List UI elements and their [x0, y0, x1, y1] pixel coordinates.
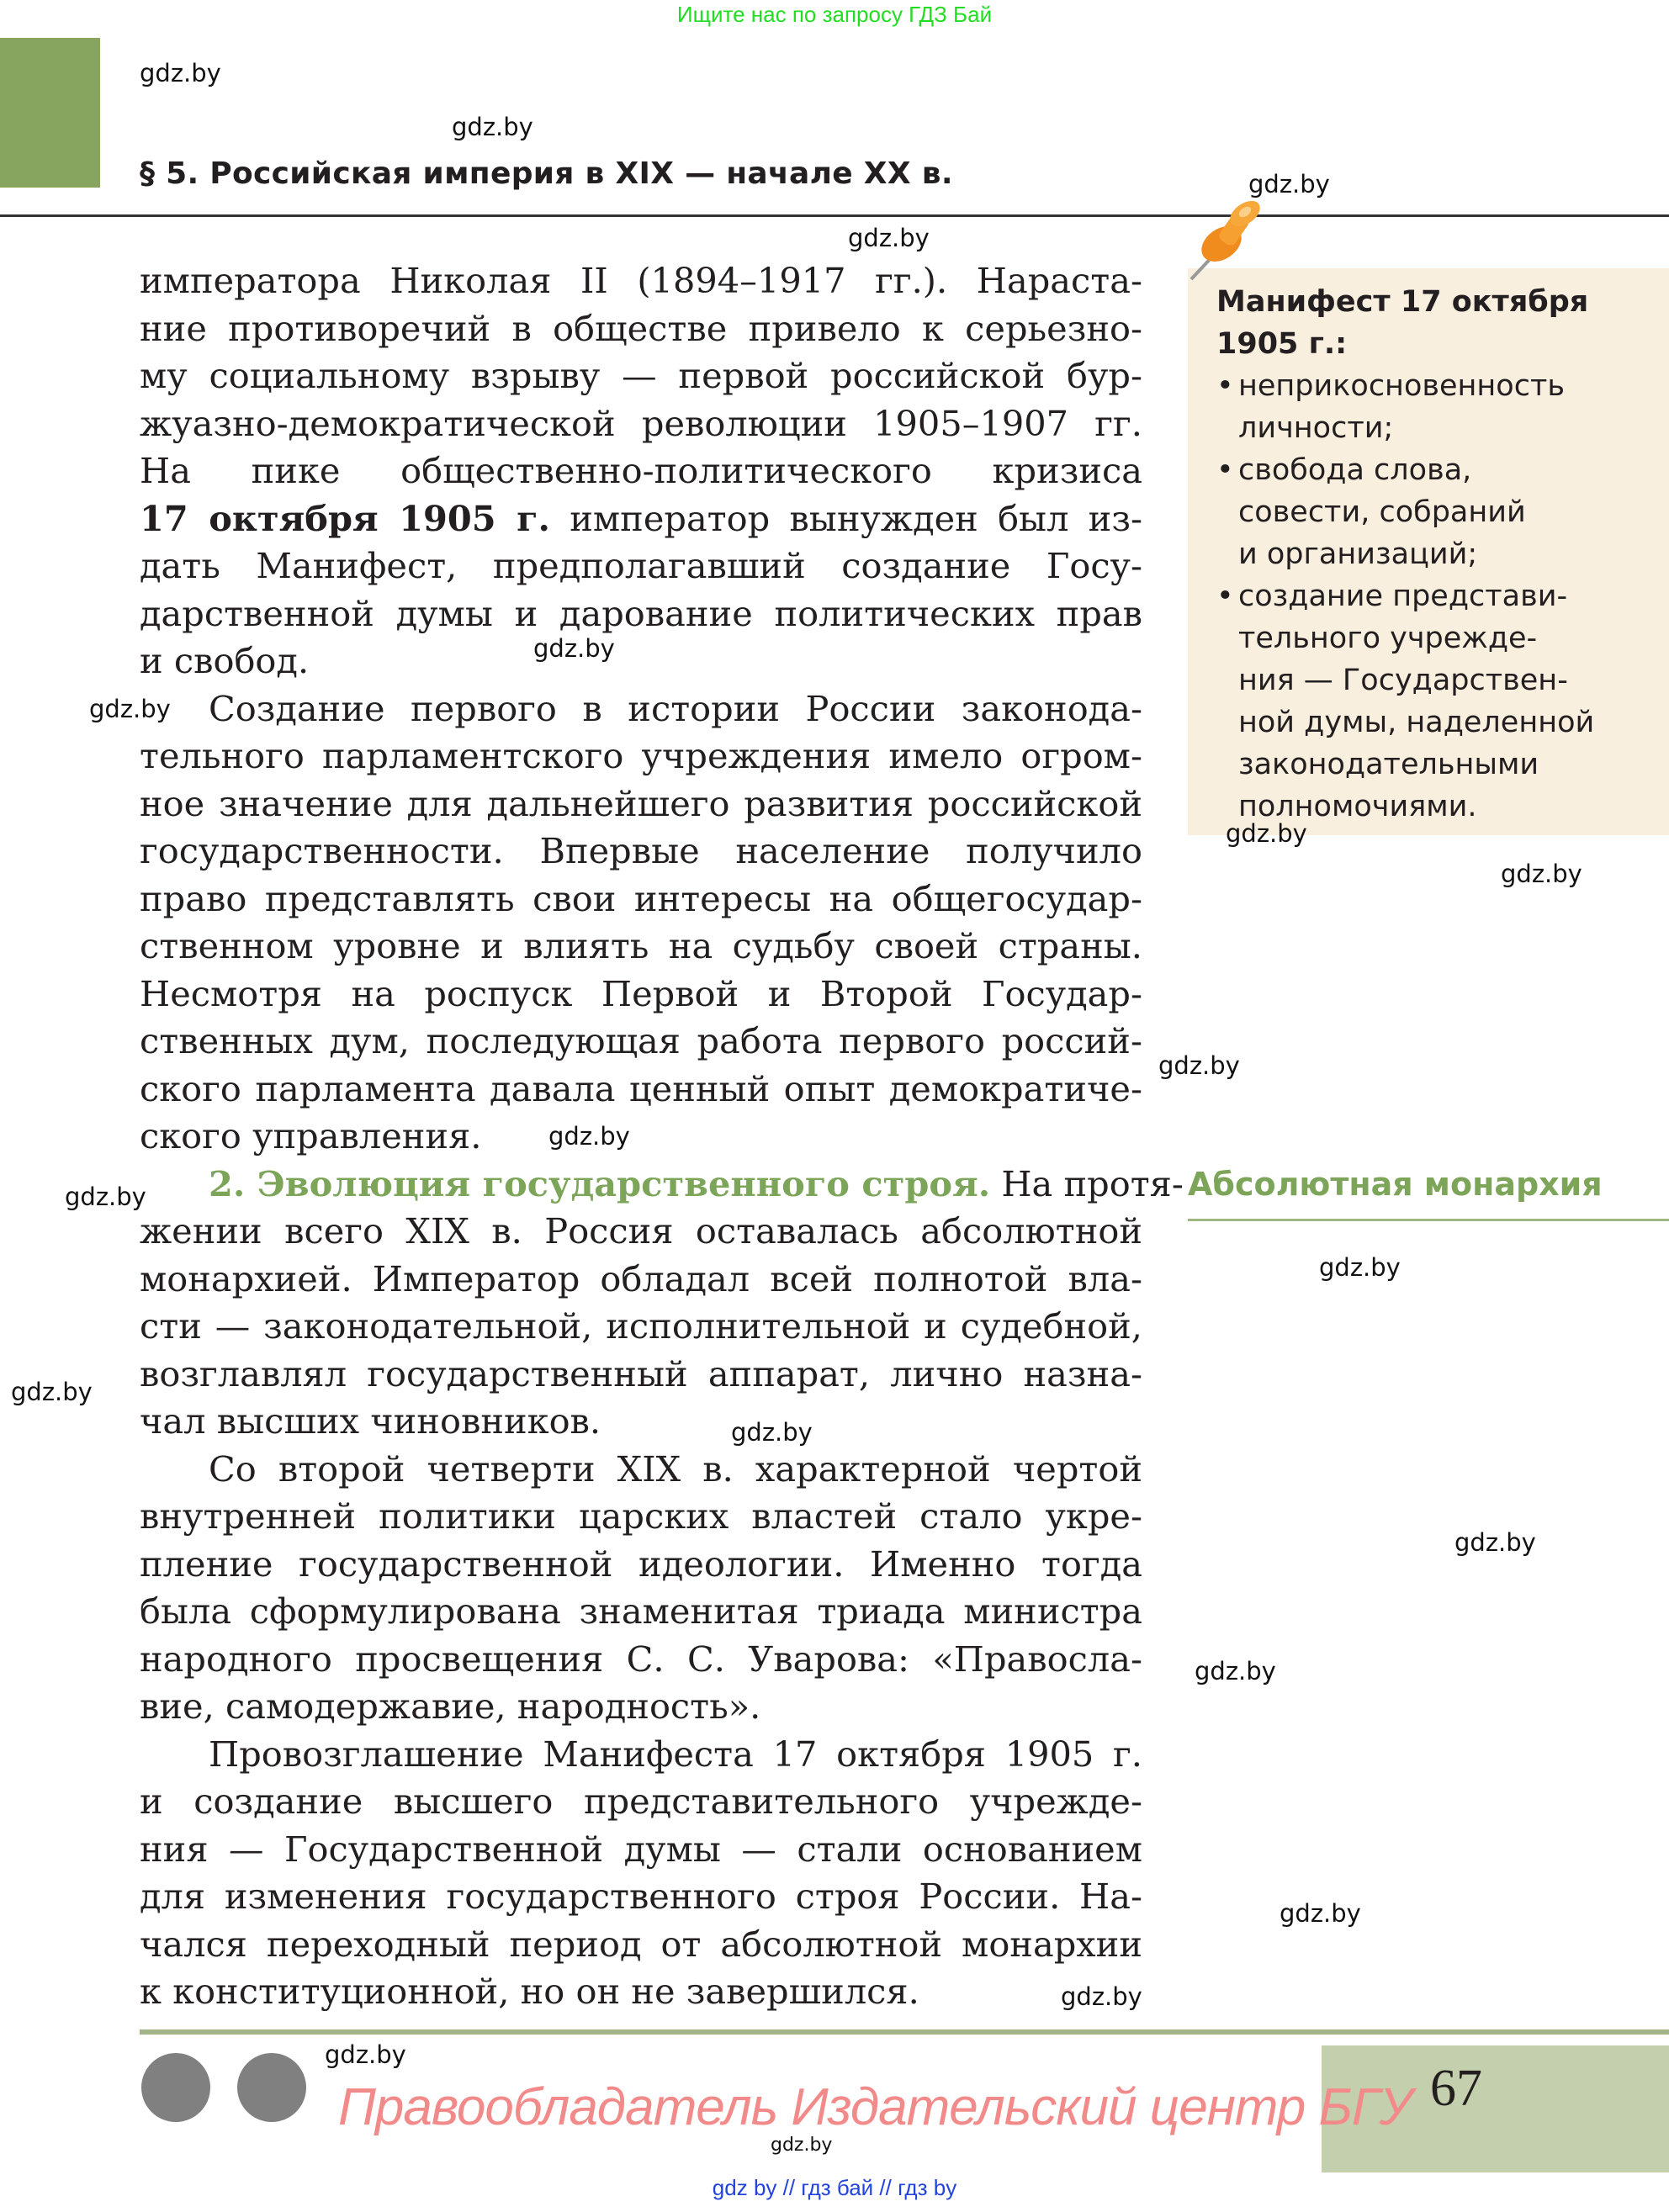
text-line	[140, 876, 1142, 923]
footer-dot	[141, 2053, 210, 2122]
text-line	[140, 1731, 1142, 1779]
text-line	[140, 1161, 1184, 1209]
chapter-tab	[0, 38, 100, 188]
text-line	[140, 1683, 1142, 1731]
text-line	[140, 447, 1142, 495]
text-line	[140, 828, 1142, 876]
bullet-line: • неприкосновенность	[1238, 369, 1565, 403]
watermark: gdz.by	[548, 1122, 630, 1151]
text-line	[140, 1921, 1142, 1969]
text-span: право представлять свои интересы на общегосудар-	[140, 877, 1142, 919]
text-span: На пике общественно-политического кризиса	[140, 450, 1142, 491]
text-line	[140, 971, 1142, 1019]
sidebar-bullet	[1216, 449, 1662, 575]
watermark: gdz.by	[452, 113, 533, 141]
bold-date: 17 октября 1905 г.	[140, 497, 550, 539]
watermark: gdz.by	[1061, 1982, 1142, 2011]
text-span: ского управления.	[140, 1115, 482, 1156]
text-line	[140, 1493, 1142, 1541]
sidebar-title-line: Манифест 17 октября	[1216, 285, 1589, 319]
text-span: чался переходный период от абсолютной монархии	[140, 1923, 1142, 1965]
footer-rule	[140, 2029, 1669, 2035]
watermark: gdz.by	[1454, 1528, 1536, 1557]
text-span: му социальному взрыву — первой российской бур-	[140, 355, 1142, 396]
text-line	[140, 1968, 1142, 2016]
text-span: народного просвещения С. С. Уварова: «Правосла-	[140, 1638, 1142, 1680]
bullet-line: и организаций;	[1238, 537, 1478, 571]
text-span: Несмотря на роспуск Первой и Второй Государ-	[140, 972, 1142, 1014]
promo-banner[interactable]: Ищите нас по запросу ГДЗ Бай	[676, 2, 993, 27]
text-line	[140, 733, 1142, 781]
text-line	[140, 1066, 1142, 1114]
watermark: gdz.by	[89, 695, 171, 723]
text-line	[140, 1256, 1142, 1304]
sidebar-title-line: 1905 г.:	[1216, 327, 1348, 361]
watermark: gdz.by	[11, 1378, 93, 1406]
main-text	[140, 257, 1184, 2016]
text-span: ное значение для дальнейшего развития российской	[140, 782, 1142, 824]
pushpin-icon	[1184, 193, 1269, 286]
bullet-line: полномочиями.	[1238, 790, 1477, 823]
text-line	[140, 638, 1142, 685]
subsection-heading: 2. Эволюция государственного строя.	[209, 1162, 991, 1204]
text-span: сти — законодательной, исполнительной и судебной,	[140, 1305, 1142, 1347]
watermark: gdz.by	[1319, 1253, 1401, 1282]
text-span: пление государственной идеологии. Именно тогда	[140, 1543, 1142, 1585]
sidebar-bullet	[1216, 365, 1662, 449]
text-line	[140, 1636, 1142, 1684]
page-number: 67	[1430, 2060, 1482, 2117]
text-line	[140, 1588, 1142, 1636]
bullet-line: ния — Государствен-	[1238, 664, 1568, 697]
watermark: gdz.by	[1158, 1051, 1240, 1080]
text-line	[140, 257, 1142, 305]
text-line	[140, 1398, 1142, 1446]
text-line	[140, 495, 1142, 543]
text-span: Создание первого в истории России законода-	[209, 687, 1142, 729]
copyright-watermark: Правообладатель Издательский центр БГУ	[338, 2078, 1412, 2136]
text-span: ние противоречий в обществе привело к серьезно-	[140, 307, 1142, 349]
text-span: была сформулирована знаменитая триада министра	[140, 1590, 1142, 1632]
text-span: ственных дум, последующая работа первого россий-	[140, 1020, 1142, 1061]
bullet-line: тельного учрежде-	[1238, 622, 1538, 655]
text-span: ственном уровне и влиять на судьбу своей страны.	[140, 925, 1142, 966]
bullet-line: ной думы, наделенной	[1238, 706, 1595, 739]
watermark: gdz.by	[771, 2135, 833, 2156]
text-span: государственности. Впервые население получило	[140, 830, 1142, 871]
watermark: gdz.by	[1226, 819, 1307, 848]
bullet-line: совести, собраний	[1238, 495, 1526, 529]
text-line	[140, 1208, 1142, 1256]
text-span: чал высших чиновников.	[140, 1400, 601, 1442]
margin-heading: Абсолютная монархия	[1188, 1166, 1603, 1203]
watermark: gdz.by	[1248, 170, 1330, 198]
header-rule	[0, 214, 1669, 217]
text-line	[140, 1778, 1142, 1826]
margin-heading-rule	[1188, 1219, 1669, 1221]
text-span: императора Николая II (1894–1917 гг.). Нараста-	[140, 260, 1142, 301]
text-line	[140, 400, 1142, 448]
text-line	[140, 1303, 1142, 1351]
bullet-line: законодательными	[1238, 748, 1539, 781]
text-span: ского парламента давала ценный опыт демократиче-	[140, 1067, 1142, 1109]
text-span: вие, самодержавие, народность».	[140, 1685, 761, 1727]
bottom-links[interactable]: gdz by // гдз бай // гдз by	[712, 2175, 957, 2200]
watermark: gdz.by	[1280, 1899, 1361, 1928]
text-line	[140, 923, 1142, 971]
text-span: ния — Государственной думы — стали основанием	[140, 1828, 1142, 1870]
text-span: к конституционной, но он не завершился.	[140, 1971, 919, 2012]
text-span: возглавлял государственный аппарат, лично назна-	[140, 1352, 1142, 1394]
text-span: жении всего XIX в. Россия оставалась абсолютной	[140, 1210, 1142, 1252]
bullet-line: личности;	[1238, 411, 1394, 445]
text-line	[140, 1446, 1142, 1494]
text-span: монархией. Император обладал всей полнотой вла-	[140, 1257, 1142, 1299]
text-line	[140, 542, 1142, 590]
text-span: тельного парламентского учреждения имело огром-	[140, 735, 1142, 776]
chapter-title: § 5. Российская империя в XIX — начале XX в.	[140, 156, 953, 191]
text-line	[140, 781, 1142, 828]
watermark: gdz.by	[325, 2040, 406, 2069]
watermark: gdz.by	[140, 59, 221, 87]
text-span: и свобод.	[140, 640, 310, 681]
text-line	[140, 352, 1142, 400]
sidebar-bullet	[1216, 575, 1662, 828]
text-line	[140, 1826, 1142, 1874]
text-line	[140, 685, 1142, 733]
text-line	[140, 590, 1142, 638]
bullet-line: • создание представи-	[1238, 579, 1568, 613]
text-line	[140, 1541, 1142, 1589]
text-span: и создание высшего представительного учрежде-	[140, 1781, 1142, 1822]
text-span: император вынужден был из-	[549, 497, 1143, 539]
text-span: На протя-	[990, 1162, 1184, 1204]
text-span: дарственной думы и дарование политических прав	[140, 592, 1142, 634]
text-line	[140, 1018, 1142, 1066]
text-span: жуазно-демократической революции 1905–1907 гг.	[140, 402, 1142, 444]
sidebar-text	[1216, 281, 1662, 828]
text-span: Провозглашение Манифеста 17 октября 1905 г.	[209, 1733, 1142, 1775]
text-line	[140, 1113, 1142, 1161]
text-line	[140, 1351, 1142, 1399]
bullet-line: • свобода слова,	[1238, 453, 1472, 487]
watermark: gdz.by	[1501, 860, 1582, 888]
footer-dot	[237, 2053, 306, 2122]
watermark: gdz.by	[731, 1418, 813, 1447]
text-span: дать Манифест, предполагавший создание Госу-	[140, 545, 1142, 586]
watermark: gdz.by	[848, 224, 930, 252]
text-span: Со второй четверти XIX в. характерной чертой	[209, 1447, 1142, 1490]
text-span: внутренней политики царских властей стало укре-	[140, 1495, 1142, 1537]
text-line	[140, 1873, 1142, 1921]
watermark: gdz.by	[65, 1183, 146, 1211]
watermark: gdz.by	[1195, 1657, 1276, 1685]
text-span: для изменения государственного строя России. На-	[140, 1876, 1142, 1917]
text-line	[140, 305, 1142, 353]
watermark: gdz.by	[533, 634, 615, 663]
